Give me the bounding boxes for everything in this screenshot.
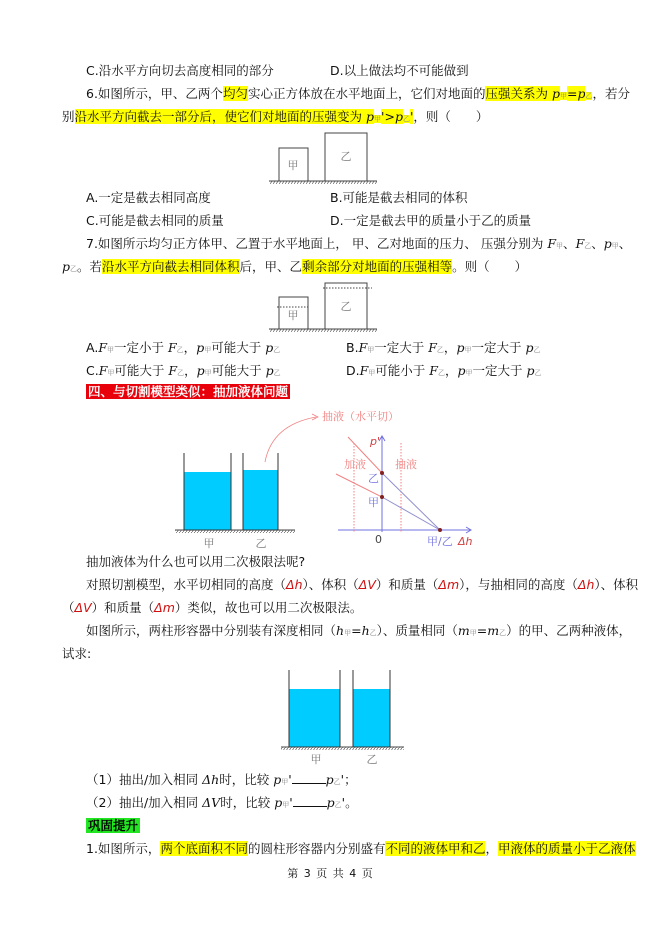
text-segment: ， [184, 363, 197, 378]
text-segment: 甲 [611, 242, 619, 250]
highlighted-text: 甲 [559, 92, 567, 100]
text-segment: F [428, 340, 437, 355]
jia-point [380, 495, 384, 499]
text-segment: 甲 [281, 778, 289, 786]
text-segment: 乙 [333, 778, 341, 786]
highlighted-text: = [566, 86, 578, 101]
text-segment: B. [346, 340, 359, 355]
add-liquid-label: 加液 [344, 458, 366, 471]
text-segment: 一定大于 [374, 340, 429, 355]
page-footer: 第 3 页 共 4 页 [287, 867, 374, 880]
text-segment: m [457, 623, 470, 638]
text-segment: '； [340, 772, 357, 787]
jia-point-label: 甲 [368, 496, 379, 509]
text-segment: 乙 [436, 346, 444, 354]
text-segment: F [168, 363, 178, 378]
text-segment: 抽加液体为什么也可以用二次极限法呢? [86, 554, 306, 569]
cube-yi-label: 乙 [340, 300, 352, 313]
text-segment: 甲 [465, 369, 473, 377]
text-segment: 一定大于 [471, 340, 526, 355]
text-segment: p [456, 340, 465, 355]
text-segment: F [359, 363, 369, 378]
text-segment: ）的甲、乙两种液体， [506, 623, 632, 638]
highlighted-text: '> [381, 109, 395, 124]
intercept-point [438, 528, 442, 532]
text-segment: 甲 [464, 346, 472, 354]
text-segment: h [336, 623, 345, 638]
highlighted-text: p [551, 86, 560, 101]
text-segment: F [358, 340, 368, 355]
text-segment: 乙 [533, 346, 541, 354]
section-heading: 巩固提升 [88, 818, 139, 833]
text-segment: C. [86, 363, 99, 378]
text-segment: h [361, 623, 370, 638]
text-segment: 、 [563, 236, 576, 251]
text-segment: ， [444, 363, 458, 378]
text-segment: Δh [577, 577, 595, 592]
text-segment: ，则（ ） [413, 109, 489, 124]
text-segment: 后，甲、乙 [239, 259, 303, 274]
text-segment: D.以上做法均不可能做到 [330, 63, 469, 78]
text-segment: 别 [62, 109, 75, 124]
liquid-jia [289, 689, 340, 747]
intercept-label: 甲/乙 [427, 535, 453, 548]
text-segment: 甲 [107, 369, 115, 377]
text-segment: A.一定是截去相同高度 [86, 190, 211, 205]
text-segment: 乙 [334, 801, 342, 809]
arrow-curve [265, 417, 316, 462]
text-segment: ΔV [74, 600, 92, 615]
highlighted-text: ' [409, 109, 414, 124]
text-segment: p [274, 795, 283, 810]
text-segment: 甲 [282, 801, 290, 809]
text-segment: 如图所示，两柱形容器中分别装有深度相同（ [86, 623, 337, 638]
liquid-containers-figure-1 [175, 414, 318, 550]
text-segment: p [525, 340, 534, 355]
highlighted-text: p [394, 109, 403, 124]
text-segment: 甲 [107, 346, 114, 354]
text-segment: p [603, 236, 612, 251]
text-segment: ），与抽相同的高度（ [459, 577, 578, 592]
text-segment: '。 [341, 795, 358, 810]
container-jia-label: 甲 [310, 753, 322, 766]
cube-jia-label: 甲 [287, 159, 299, 172]
text-segment: 实心正方体放在水平地面上，它们对地面的 [247, 86, 486, 101]
text-segment: ）、体积 [594, 577, 639, 592]
text-segment: 甲 [344, 629, 352, 637]
text-segment: 、 [591, 236, 604, 251]
text-segment: （ [62, 600, 75, 615]
text-segment: 的圆柱形容器内分别盛有 [247, 841, 386, 856]
text-segment: 时，比较 [220, 795, 275, 810]
text-segment: p [62, 259, 71, 274]
liquid-containers-figure-2 [281, 670, 404, 766]
graph-title: 抽液（水平切） [322, 410, 399, 423]
text-segment: 可能小于 [375, 363, 430, 378]
text-segment: 。若 [77, 259, 103, 274]
text-segment: 乙 [437, 369, 445, 377]
origin-label: 0 [375, 533, 382, 546]
text-segment: p [265, 363, 274, 378]
text-segment: m [487, 623, 500, 638]
liquid-yi [353, 689, 390, 747]
text-segment: p [196, 340, 205, 355]
q7-figure [269, 283, 377, 332]
pressure-graph [322, 409, 473, 548]
text-segment: ， [485, 841, 498, 856]
text-segment: = [351, 623, 362, 638]
cube-jia-label: 甲 [287, 309, 299, 322]
text-segment: 乙 [176, 346, 184, 354]
text-segment: ' [289, 795, 293, 810]
y-axis-label: p' [370, 435, 381, 448]
text-segment: 甲 [204, 346, 212, 354]
text-segment: 可能大于 [114, 363, 169, 378]
text-segment: ' [288, 772, 292, 787]
text-segment: 乙 [273, 369, 281, 377]
text-segment: 可能大于 [211, 363, 266, 378]
container-jia-label: 甲 [203, 537, 215, 550]
liquid-jia [184, 472, 231, 530]
text-segment: 乙 [273, 346, 281, 354]
text-segment: p [265, 340, 274, 355]
text-segment: D.一定是截去甲的质量小于乙的质量 [330, 213, 532, 228]
liquid-yi [243, 470, 278, 530]
text-segment: D. [346, 363, 360, 378]
highlighted-text: 乙 [402, 115, 410, 123]
text-segment: ΔV [358, 577, 376, 592]
text-segment: C.可能是截去相同的质量 [86, 213, 224, 228]
remove-liquid-label: 抽液 [395, 458, 417, 471]
text-segment: Δh [202, 772, 220, 787]
text-segment: 甲 [469, 629, 477, 637]
text-segment: 乙 [369, 629, 377, 637]
text-segment: p [273, 772, 282, 787]
text-segment: Δm [154, 600, 175, 615]
text-segment: 甲 [204, 369, 212, 377]
text-segment: 甲 [368, 369, 376, 377]
text-segment: p [326, 795, 335, 810]
highlighted-text: p [577, 86, 586, 101]
text-segment: p [325, 772, 334, 787]
text-segment: ，若分 [592, 86, 630, 101]
text-segment: （2）抽出/加入相同 [86, 795, 203, 810]
highlighted-text: 沿水平方向截去一部分后，使它们对地面的压强变为 [74, 109, 366, 124]
container-yi-label: 乙 [366, 753, 378, 766]
text-segment: 乙 [70, 265, 78, 273]
text-segment: 。则（ ） [452, 259, 528, 274]
text-segment: F [575, 236, 585, 251]
text-segment: 甲 [556, 242, 564, 250]
highlighted-text: 均匀 [222, 86, 248, 101]
text-segment: ， [443, 340, 457, 355]
text-segment: F [98, 340, 107, 355]
text-segment: 时，比较 [219, 772, 274, 787]
yi-point [380, 471, 384, 475]
text-segment: p [196, 363, 205, 378]
highlighted-text: 乙 [585, 92, 593, 100]
text-segment: （1）抽出/加入相同 [86, 772, 203, 787]
highlighted-text: 沿水平方向截去相同体积 [102, 259, 240, 274]
highlighted-text: 两个底面积不同 [160, 841, 248, 856]
text-segment: ）和质量（ [375, 577, 439, 592]
yi-point-label: 乙 [368, 472, 379, 485]
text-segment: ）、体积（ [302, 577, 359, 592]
text-segment: Δm [438, 577, 460, 592]
highlighted-text: 不同的液体甲和乙 [385, 841, 486, 856]
text-segment: 乙 [534, 369, 542, 377]
text-segment: 7.如图所示均匀正方体甲、乙置于水平地面上， 甲、乙对地面的压力、 压强分别为 [86, 236, 548, 251]
highlighted-text: 甲液体的质量小于乙液体 [498, 841, 636, 856]
text-segment: F [547, 236, 557, 251]
q6-figure [269, 133, 377, 184]
text-segment: p [526, 363, 535, 378]
text-segment: 乙 [177, 369, 185, 377]
text-segment: 甲 [367, 346, 375, 354]
text-segment: 试求: [62, 646, 92, 661]
text-segment: = [476, 623, 488, 638]
text-segment: F [429, 363, 438, 378]
text-segment: 一定小于 [114, 340, 168, 355]
highlighted-text: 剩余部分对地面的压强相等 [302, 259, 453, 274]
container-yi-label: 乙 [255, 537, 267, 550]
text-segment: ΔV [202, 795, 221, 810]
text-segment: 对照切割模型，水平切相同的高度（ [86, 577, 287, 592]
text-segment: C.沿水平方向切去高度相同的部分 [86, 63, 274, 78]
text-segment: A. [86, 340, 99, 355]
section-heading: 四、与切割模型类似：抽加液体问题 [88, 384, 289, 399]
highlighted-text: 甲 [374, 115, 382, 123]
highlighted-text: p [366, 109, 375, 124]
text-segment: Δh [286, 577, 303, 592]
text-segment: 、 [618, 236, 632, 251]
text-segment: p [457, 363, 466, 378]
text-segment: F [98, 363, 108, 378]
cube-yi-label: 乙 [340, 150, 352, 163]
text-segment: F [167, 340, 177, 355]
text-segment: ， [183, 340, 197, 355]
text-segment: ）类似，故也可以用二次极限法。 [174, 600, 363, 615]
text-segment: ）和质量（ [91, 600, 155, 615]
text-segment: 乙 [584, 242, 592, 250]
text-segment: 乙 [499, 629, 507, 637]
x-axis-label: Δh [458, 535, 473, 548]
text-segment: 一定大于 [472, 363, 527, 378]
text-segment: 可能大于 [211, 340, 266, 355]
text-segment: ）、质量相同（ [376, 623, 458, 638]
text-segment: 6.如图所示，甲、乙两个 [86, 86, 223, 101]
text-segment: 1.如图所示， [86, 841, 161, 856]
text-segment: B.可能是截去相同的体积 [330, 190, 468, 205]
highlighted-text: 压强关系为 [485, 86, 552, 101]
